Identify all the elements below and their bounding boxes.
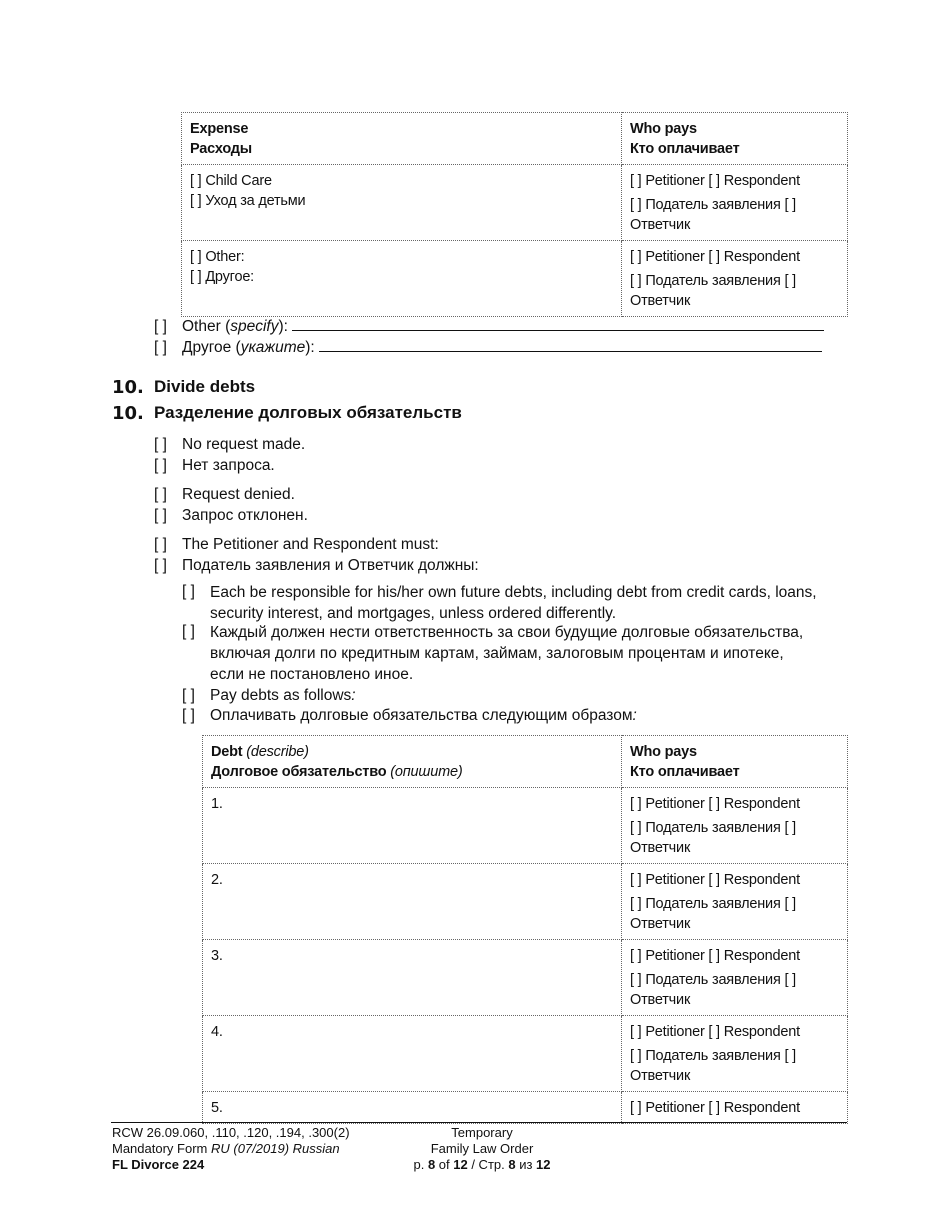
expense-header-en: Expense [190,121,249,137]
footer-page [382,1157,582,1173]
debt-description-cell[interactable] [203,788,622,864]
who-pays-header-en: Who pays [630,121,697,137]
footer-page-p: p. [413,1157,428,1172]
debt-header-cell [203,736,622,788]
footer-page-total-ru: 12 [536,1157,551,1172]
who-pays-choice-en[interactable]: [ ] Petitioner [ ] Respondent [630,173,800,189]
no-request-text-en: No request made. [182,436,306,453]
who-pays-choice-en[interactable]: [ ] Petitioner [ ] Respondent [630,796,800,812]
debt-header-label-en: Debt [211,744,243,760]
pay-debts-text-ru [210,707,637,725]
who-pays-header-ru: Кто оплачивает [630,141,740,157]
expense-table [181,112,848,317]
debt-row-number: 4. [211,1024,223,1040]
who-pays-choice-ru[interactable]: [ ] Податель заявления [ ] Ответчик [630,896,796,932]
parties-must-text-ru: Податель заявления и Ответчик должны: [182,557,479,574]
parties-must-checkbox-ru[interactable]: [ ] [154,557,167,574]
debt-header-ru [211,762,613,782]
parties-must-text-en: The Petitioner and Respondent must: [182,536,439,553]
pay-debts-text-en [210,687,356,705]
who-pays-choice-ru[interactable]: [ ] Податель заявления [ ] Ответчик [630,972,796,1008]
child-care-checkbox-ru[interactable]: [ ] Уход за детьми [190,193,306,209]
footer-mandatory [112,1141,350,1157]
footer-page-of: of [435,1157,454,1172]
who-pays-cell [622,1016,848,1092]
who-pays-choice-ru[interactable]: [ ] Податель заявления [ ] Ответчик [630,1048,796,1084]
other-label-ru: Другое ( [182,339,241,356]
debt-row-number: 5. [211,1100,223,1116]
expense-cell [182,241,622,317]
debt-row-number: 2. [211,872,223,888]
own-debts-checkbox-en[interactable]: [ ] [182,583,195,600]
no-request-text-ru: Нет запроса. [182,457,275,474]
other-specify-checkbox-ru[interactable]: [ ] [154,339,167,356]
pay-debts-checkbox-ru[interactable]: [ ] [182,707,195,724]
debt-header-label-ru: Долговое обязательство [211,764,387,780]
section-number: 10. [112,403,144,424]
who-pays-cell [622,241,848,317]
debt-header-note-en: (describe) [246,744,309,760]
who-pays-choice-en[interactable]: [ ] Petitioner [ ] Respondent [630,1100,800,1116]
other-specify-line-en [182,318,842,336]
debt-description-cell[interactable] [203,940,622,1016]
pay-debts-label-ru: Оплачивать долговые обязательства следующим образом [210,707,633,724]
expense-cell [182,165,622,241]
footer-form-id: FL Divorce 224 [112,1157,205,1172]
other-label-en: Other ( [182,318,231,335]
colon: : [351,687,356,704]
who-pays-choice-en[interactable]: [ ] Petitioner [ ] Respondent [630,948,800,964]
own-debts-text-ru: Каждый должен нести ответственность за свои будущие долговые обязательства, включая долги по кредитным картам, займам, залоговым процентам и ипотеке, если не постановлено иное. [210,624,804,683]
debt-description-cell[interactable] [203,1016,622,1092]
other-expense-checkbox-ru[interactable]: [ ] Другое: [190,269,255,285]
debt-row-number: 1. [211,796,223,812]
footer-page-num-ru: 8 [508,1157,516,1172]
colon: : [632,707,637,724]
other-specify-input-en[interactable] [292,330,824,331]
debt-header-note-ru: (опишите) [390,764,463,780]
footer-title-2: Family Law Order [430,1141,534,1156]
footer-page-num: 8 [427,1157,436,1172]
footer-rcw: RCW 26.09.060, .110, .120, .194, .300(2) [112,1125,350,1140]
request-denied-checkbox-ru[interactable]: [ ] [154,507,167,524]
who-pays-choice-ru[interactable]: [ ] Податель заявления [ ] Ответчик [630,820,796,856]
child-care-checkbox-en[interactable]: [ ] Child Care [190,173,272,189]
table-header-row [203,736,848,788]
request-denied-checkbox-en[interactable]: [ ] [154,486,167,503]
who-pays-cell [622,788,848,864]
footer-page-total: 12 [453,1157,468,1172]
own-debts-text-en: Each be responsible for his/her own future debts, including debt from credit cards, loans, security interest, and mortgages, unless ordered differently. [210,584,817,622]
who-pays-choice-en[interactable]: [ ] Petitioner [ ] Respondent [630,1024,800,1040]
table-row [203,1016,848,1092]
other-specify-italic-ru: укажите [240,339,306,356]
debt-description-cell[interactable] [203,864,622,940]
other-specify-italic: specify [230,318,279,335]
table-row [182,241,848,317]
no-request-checkbox-en[interactable]: [ ] [154,436,167,453]
section-title-en: Divide debts [154,377,256,396]
footer-center [382,1125,582,1173]
who-pays-choice-ru[interactable]: [ ] Податель заявления [ ] Ответчик [630,273,796,309]
table-row [203,788,848,864]
footer-title-1: Temporary [451,1125,513,1140]
section-number: 10. [112,377,144,398]
own-debts-checkbox-ru[interactable]: [ ] [182,623,195,640]
footer-mandatory-prefix: Mandatory Form [112,1141,211,1156]
who-pays-choice-en[interactable]: [ ] Petitioner [ ] Respondent [630,872,800,888]
who-pays-cell [622,1092,848,1124]
who-pays-cell [622,864,848,940]
table-row [182,165,848,241]
debt-table [202,735,848,1124]
who-pays-header-en: Who pays [630,744,697,760]
table-row [203,864,848,940]
who-pays-choice-en[interactable]: [ ] Petitioner [ ] Respondent [630,249,800,265]
parties-must-checkbox-en[interactable]: [ ] [154,536,167,553]
footer-left [112,1125,350,1173]
other-suffix-ru: ): [305,339,315,356]
footer-page-sep: / Стр. [467,1157,509,1172]
request-denied-text-en: Request denied. [182,486,295,503]
table-row [203,940,848,1016]
footer-mandatory-italic: RU (07/2019) Russian [210,1141,340,1156]
other-specify-checkbox-en[interactable]: [ ] [154,318,167,335]
who-pays-choice-ru[interactable]: [ ] Податель заявления [ ] Ответчик [630,197,796,233]
no-request-checkbox-ru[interactable]: [ ] [154,457,167,474]
other-expense-checkbox-en[interactable]: [ ] Other: [190,249,245,265]
who-pays-header-cell [622,736,848,788]
pay-debts-checkbox-en[interactable]: [ ] [182,687,195,704]
who-pays-header-ru: Кто оплачивает [630,764,740,780]
footer-page-iz: из [515,1157,537,1172]
section-title-ru: Разделение долговых обязательств [154,403,462,422]
table-header-row [182,113,848,165]
footer-rule [111,1122,847,1123]
other-suffix: ): [278,318,288,335]
debt-description-cell[interactable] [203,1092,622,1124]
table-row [203,1092,848,1124]
who-pays-cell [622,165,848,241]
who-pays-cell [622,940,848,1016]
other-specify-line-ru [182,339,842,357]
other-specify-input-ru[interactable] [319,351,822,352]
who-pays-header-cell [622,113,848,165]
debt-row-number: 3. [211,948,223,964]
pay-debts-label-en: Pay debts as follows [210,687,352,704]
request-denied-text-ru: Запрос отклонен. [182,507,308,524]
expense-header-cell [182,113,622,165]
debt-header-en [211,742,613,762]
expense-header-ru: Расходы [190,141,252,157]
